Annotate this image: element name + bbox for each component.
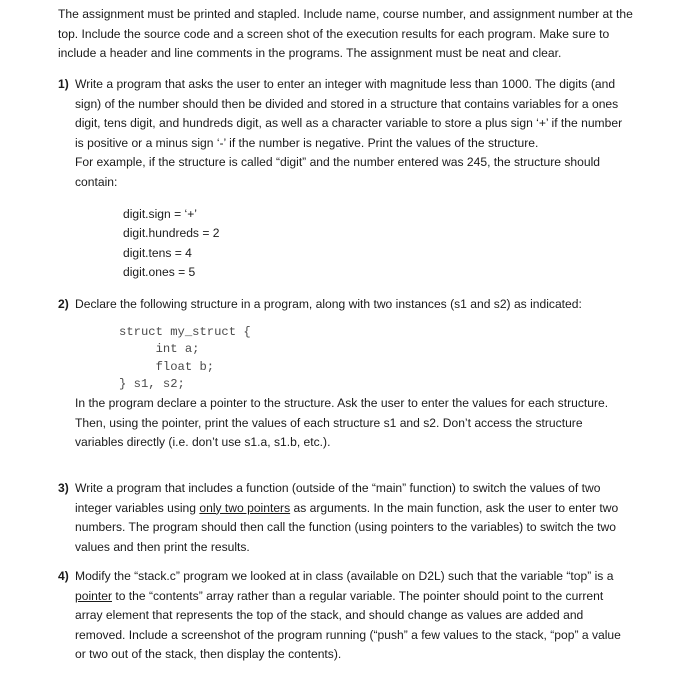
question-1-text: Write a program that asks the user to enter an integer with magnitude less than 1000. The digits (and sign) of the number should then be divided and stored in a structure that contains variables for a ones digit, tens digit, and hundreds digit, as well as a character variable to store a plus sign ‘+’ if the number is positive or a minus sign ‘-’ if the number is negative. Print the values of the structure.	[75, 77, 623, 150]
question-3-text-part: as arguments. In the main function, ask the user to enter two numbers. The program should then call the function (using pointers to the variables) to switch the two values and then print the results.	[75, 500, 619, 554]
question-4-underlined: pointer	[75, 588, 112, 603]
example-line-sign: digit.sign = ‘+’	[123, 206, 197, 221]
question-1	[58, 75, 643, 283]
question-1-example-text: For example, if the structure is called “digit” and the number entered was 245, the structure should contain:	[75, 155, 601, 189]
question-4-text	[75, 567, 630, 665]
code-line: float b;	[119, 359, 215, 374]
code-line: struct my_struct {	[119, 324, 251, 339]
code-line: int a;	[119, 342, 200, 357]
question-4-number: 4)	[58, 569, 69, 583]
question-3	[58, 479, 643, 557]
example-line-tens: digit.tens = 4	[123, 245, 192, 260]
question-2-text: Declare the following structure in a program, along with two instances (s1 and s2) as indicated:	[75, 297, 582, 311]
question-3-text-part: Write a program that includes a function (outside of the “main” function) to switch the values of two integer variables using	[75, 481, 601, 515]
question-2-number: 2)	[58, 297, 69, 311]
question-1-number: 1)	[58, 77, 69, 91]
question-4-text-part: to the “contents” array rather than a regular variable. The pointer should point to the current array element that represents the top of the stack, and should change as values are added and removed. Include a screenshot of the program running (“push” a few values to the stack, “pop” a value or two out of the stack, then display the contents).	[75, 588, 621, 662]
question-3-text	[75, 479, 630, 557]
question-4-text-part: Modify the “stack.c” program we looked at in class (available on D2L) such that the variable “top” is a	[75, 569, 614, 583]
question-2-after-text: In the program declare a pointer to the structure. Ask the user to enter the values for each structure. Then, using the pointer, print the values of each structure s1 and s2. Don’t access the structure variables directly (i.e. don’t use s1.a, s1.b, etc.).	[75, 395, 609, 450]
example-line-ones: digit.ones = 5	[123, 265, 196, 280]
question-4	[58, 567, 643, 665]
question-2	[58, 295, 643, 453]
example-line-hundreds: digit.hundreds = 2	[123, 226, 220, 241]
code-line: } s1, s2;	[119, 377, 185, 392]
question-3-number: 3)	[58, 481, 69, 495]
intro-paragraph: The assignment must be printed and stapled. Include name, course number, and assignment number at the top. Include the source code and a screen shot of the execution results for each program. Make sure to include a header and line comments in the programs. The assignment must be neat and clear.	[58, 7, 633, 61]
question-1-example-values	[123, 205, 630, 283]
struct-code-block	[119, 324, 630, 394]
question-3-underlined: only two pointers	[199, 500, 291, 515]
